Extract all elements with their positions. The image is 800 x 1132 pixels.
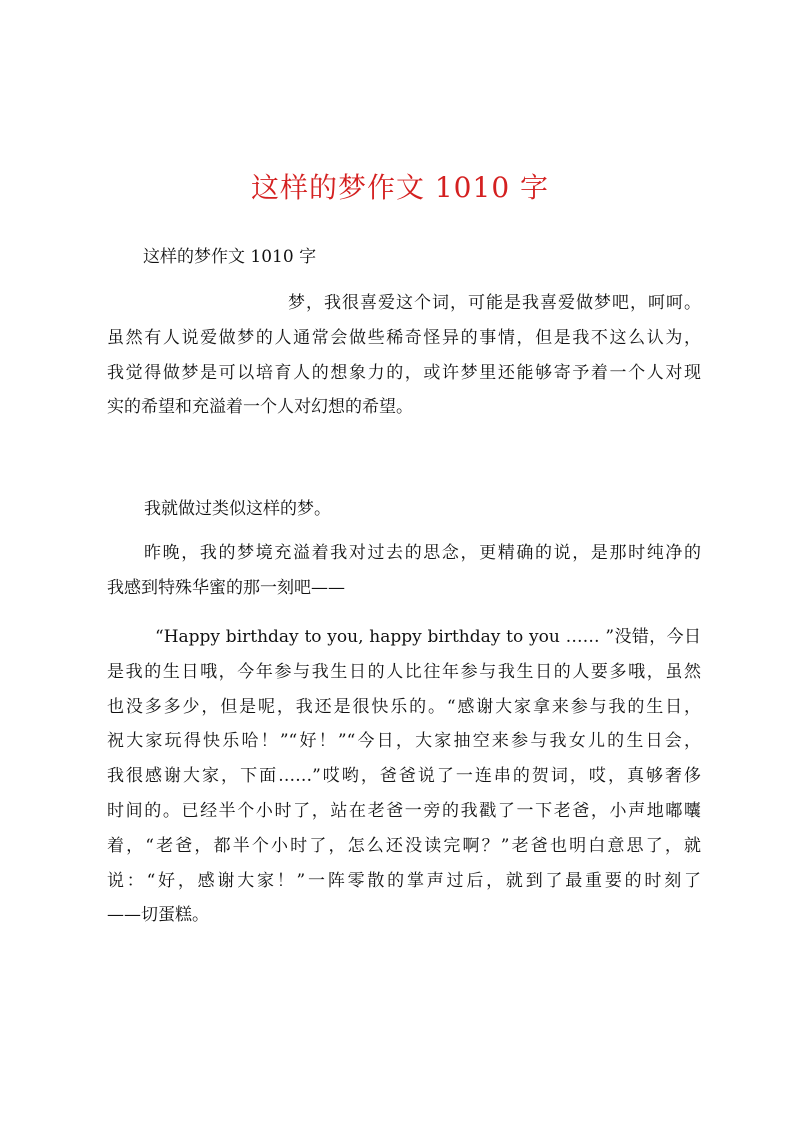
paragraph-line: 说：“好，感谢大家！”一阵零散的掌声过后，就到了最重要的时刻了 bbox=[107, 870, 701, 891]
paragraph-line: 梦，我很喜爱这个词，可能是我喜爱做梦吧，呵呵。 bbox=[288, 293, 701, 313]
paragraph-line: 我很感谢大家，下面……”哎哟，爸爸说了一连串的贺词，哎，真够奢侈 bbox=[107, 766, 701, 787]
paragraph-line: “Happy birthday to you, happy birthday to you …… ”没错，今日 bbox=[155, 627, 701, 647]
paragraph-line: ——切蛋糕。 bbox=[107, 905, 209, 926]
paragraph-2 bbox=[107, 492, 701, 527]
paragraph-line: 我就做过类似这样的梦。 bbox=[144, 499, 331, 519]
paragraph-line: 实的希望和充溢着一个人对幻想的希望。 bbox=[107, 397, 413, 418]
document-subtitle: 这样的梦作文 1010 字 bbox=[143, 247, 317, 267]
paragraph-line: 也没多多少，但是呢，我还是很快乐的。“感谢大家拿来参与我的生日， bbox=[107, 696, 701, 717]
paragraph-line: 是我的生日哦，今年参与我生日的人比往年参与我生日的人要多哦，虽然 bbox=[107, 661, 701, 682]
paragraph-line: 我觉得做梦是可以培育人的想象力的，或许梦里还能够寄予着一个人对现 bbox=[107, 362, 701, 383]
paragraph-4 bbox=[107, 620, 701, 933]
paragraph-line: 昨晚，我的梦境充溢着我对过去的思念，更精确的说，是那时纯净的 bbox=[144, 543, 701, 563]
paragraph-3 bbox=[107, 536, 701, 606]
paragraph-line: 虽然有人说爱做梦的人通常会做些稀奇怪异的事情，但是我不这么认为， bbox=[107, 327, 701, 348]
paragraph-line: 祝大家玩得快乐哈！”“好！”“今日，大家抽空来参与我女儿的生日会， bbox=[107, 731, 701, 752]
paragraph-1 bbox=[107, 286, 701, 425]
document-title: 这样的梦作文 1010 字 bbox=[250, 171, 550, 204]
paragraph-line: 我感到特殊华蜜的那一刻吧—— bbox=[107, 577, 345, 598]
paragraph-line: 时间的。已经半个小时了，站在老爸一旁的我戳了一下老爸，小声地嘟囔 bbox=[107, 800, 701, 821]
paragraph-line: 着，“老爸，都半个小时了，怎么还没读完啊？”老爸也明白意思了，就 bbox=[107, 835, 701, 856]
